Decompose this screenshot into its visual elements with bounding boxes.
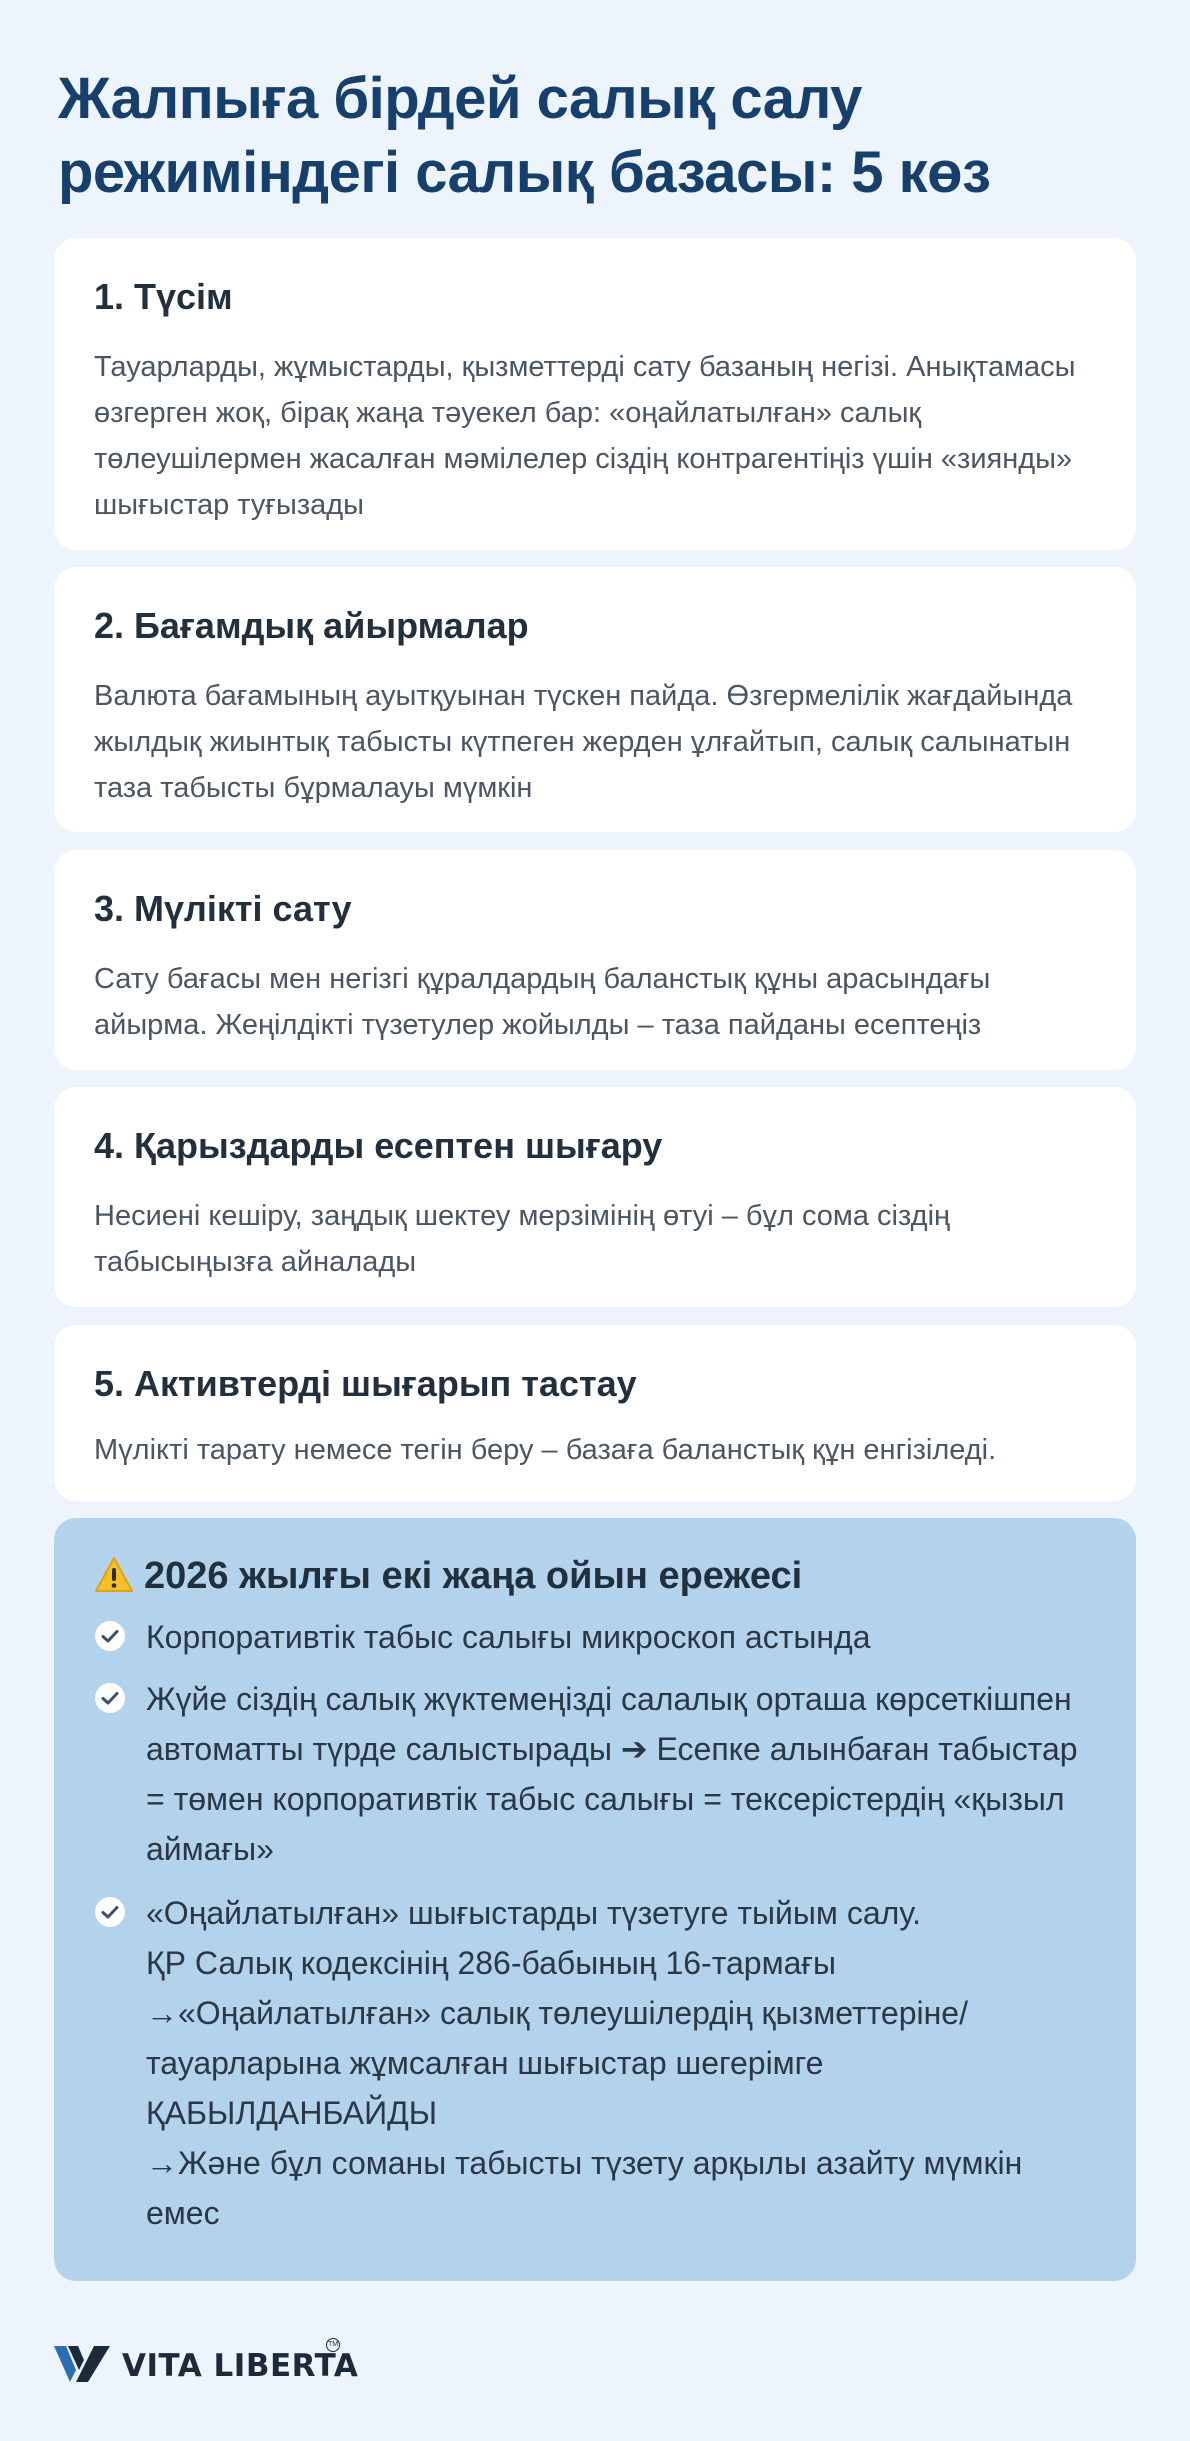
card-text: Тауарларды, жұмыстарды, қызметтерді сату базаның негізі. Анықтамасы өзгерген жоқ, бірақ жаңа тәуекел бар: «оңайлатылған» салық төлеушілермен жасалған мәмілелер сіздің контрагентіңіз үшін «зиянды» шығыстар туғызады <box>94 351 1076 521</box>
logo-mark-icon <box>54 2344 110 2389</box>
check-circle-icon <box>94 1682 128 1719</box>
card-heading: 1. Түсім <box>94 276 233 317</box>
list-item-text: Корпоративтік табыс салығы микроскоп астында <box>146 1619 871 1655</box>
card-text: Сату бағасы мен негізгі құралдардың баланстық құны арасындағы айырма. Жеңілдікті түзетулер жойылды – таза пайданы есептеңіз <box>94 963 991 1041</box>
check-circle-icon <box>94 1896 128 1933</box>
trademark-mark: TM <box>326 2338 340 2352</box>
tax-source-card-debt-writeoff <box>54 1087 1136 1307</box>
tax-source-card-asset-disposal <box>54 1325 1136 1501</box>
tax-source-card-property-sale <box>54 850 1136 1070</box>
list-item <box>94 1888 1096 2238</box>
tax-source-card-exchange-differences <box>54 567 1136 832</box>
card-heading: 3. Мүлікті сату <box>94 888 352 929</box>
card-heading: 2. Бағамдық айырмалар <box>94 605 529 646</box>
card-heading: 4. Қарыздарды есептен шығару <box>94 1125 663 1166</box>
list-item <box>94 1674 1096 1874</box>
list-item-text: «Оңайлатылған» шығыстарды түзетуге тыйым салу. ҚР Салық кодексінің 286-бабының 16-тармағы →«Оңайлатылған» салық төлеушілердің қызметтеріне/ тауарларына жұмсалған шығыстар шегерімге ҚАБЫЛДАНБАЙДЫ →Және бұл соманы табысты түзету арқылы азайту мүмкін емес <box>146 1895 1023 2231</box>
tax-source-card-revenue <box>54 238 1136 550</box>
notice-header <box>94 1552 1096 1600</box>
list-item <box>94 1612 1096 1662</box>
card-text: Несиені кешіру, заңдық шектеу мерзімінің өтуі – бұл сома сіздің табысыңызға айналады <box>94 1200 951 1278</box>
page-title: Жалпыға бірдей салық салу режиміндегі салық базасы: 5 көз <box>58 66 991 205</box>
check-circle-icon <box>94 1620 128 1657</box>
rules-list <box>94 1612 1096 2238</box>
new-rules-notice <box>54 1518 1136 2281</box>
warning-icon <box>94 1556 134 1596</box>
vita-liberta-logo <box>54 2341 359 2388</box>
logo-text: VITA LIBERTA <box>122 2348 359 2384</box>
card-heading: 5. Активтерді шығарып тастау <box>94 1363 637 1404</box>
card-text: Валюта бағамының ауытқуынан түскен пайда. Өзгермелілік жағдайында жылдық жиынтық табысты күтпеген жерден ұлғайтып, салық салынатын таза табысты бұрмалауы мүмкін <box>94 680 1073 804</box>
card-text: Мүлікті тарату немесе тегін беру – базаға баланстық құн енгізіледі. <box>94 1434 997 1466</box>
notice-heading: 2026 жылғы екі жаңа ойын ережесі <box>144 1555 803 1597</box>
list-item-text: Жүйе сіздің салық жүктемеңізді салалық орташа көрсеткішпен автоматты түрде салыстырады ➔ Есепке алынбаған табыстар = төмен корпоративтік табыс салығы = тексерістердің «қызыл аймағы» <box>146 1681 1078 1867</box>
